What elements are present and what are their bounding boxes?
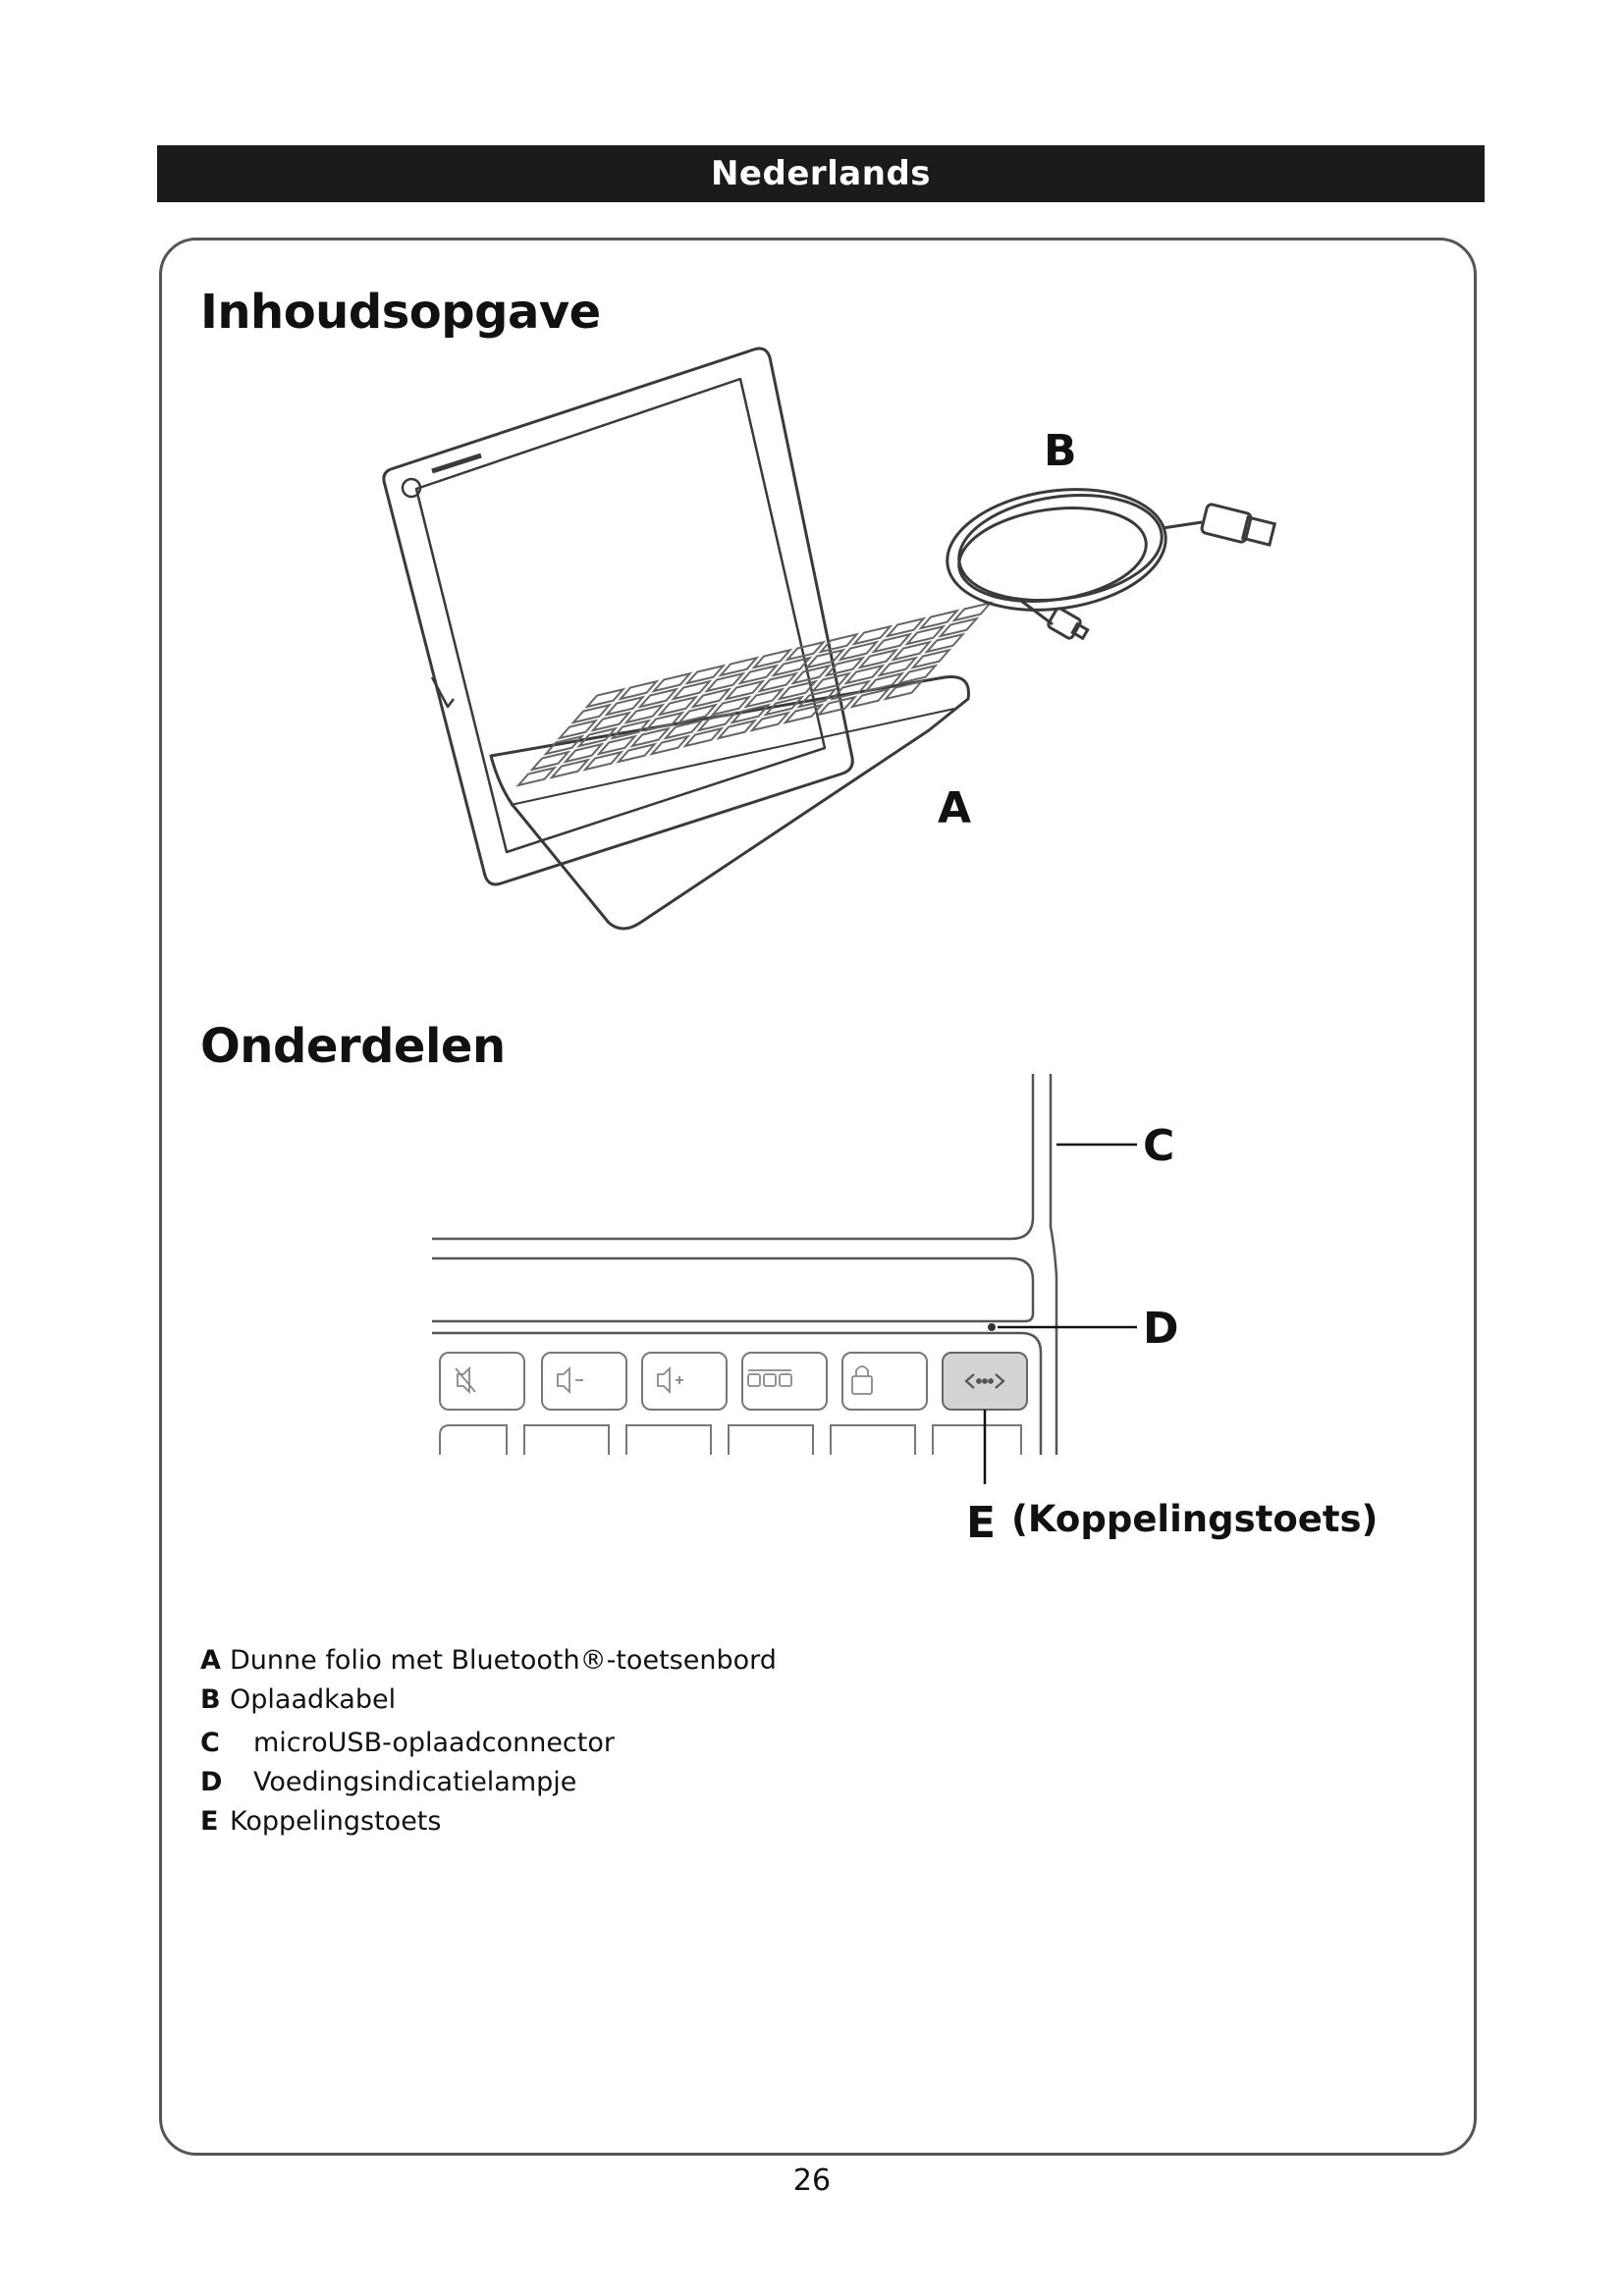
page-number: 26 [792, 2163, 832, 2198]
legend-item-c [200, 1724, 777, 1763]
hinge-strip [432, 1258, 1033, 1321]
function-key-row [440, 1353, 1027, 1455]
home-icon [748, 1370, 791, 1386]
label-e-caption: (Koppelingstoets) [1011, 1498, 1379, 1540]
label-c: C [1143, 1121, 1175, 1171]
key-row-two [440, 1425, 507, 1455]
language-header-bar: Nederlands [157, 145, 1485, 202]
screen-bezel-edge [432, 1074, 1033, 1239]
label-e: E [966, 1498, 997, 1548]
label-a: A [938, 783, 972, 833]
power-indicator-led [988, 1323, 996, 1331]
label-d: D [1143, 1304, 1179, 1354]
lock-key [842, 1353, 927, 1410]
legend-text: Oplaadkabel [230, 1684, 397, 1715]
legend-text: Koppelingstoets [230, 1806, 442, 1837]
contents-heading: Inhoudsopgave [200, 285, 601, 340]
mute-icon [456, 1368, 475, 1392]
legend-item-a [200, 1641, 777, 1681]
volume-down-icon [558, 1368, 583, 1392]
legend-item-d [200, 1763, 777, 1802]
parts-legend [200, 1641, 777, 1842]
folio-side-edge [1051, 1074, 1056, 1455]
volume-up-icon [658, 1368, 683, 1392]
parts-heading: Onderdelen [200, 1019, 506, 1074]
legend-item-e [200, 1802, 777, 1842]
legend-text: Voedingsindicatielampje [253, 1767, 577, 1797]
volume-down-key [542, 1353, 626, 1410]
legend-item-b [200, 1681, 777, 1720]
legend-letter: C [200, 1728, 220, 1758]
callout-lines [985, 1145, 1137, 1484]
legend-letter: D [200, 1767, 223, 1797]
label-b: B [1044, 426, 1077, 476]
lock-icon [852, 1366, 872, 1394]
legend-text: microUSB-oplaadconnector [253, 1728, 615, 1758]
home-key [742, 1353, 827, 1410]
legend-letter: A [200, 1645, 221, 1676]
mute-key [440, 1353, 524, 1410]
legend-text: Dunne folio met Bluetooth®-toetsenbord [230, 1645, 777, 1676]
legend-letter: E [200, 1806, 219, 1837]
volume-up-key [642, 1353, 727, 1410]
legend-letter: B [200, 1684, 221, 1715]
key-glyphs [456, 1366, 1003, 1394]
